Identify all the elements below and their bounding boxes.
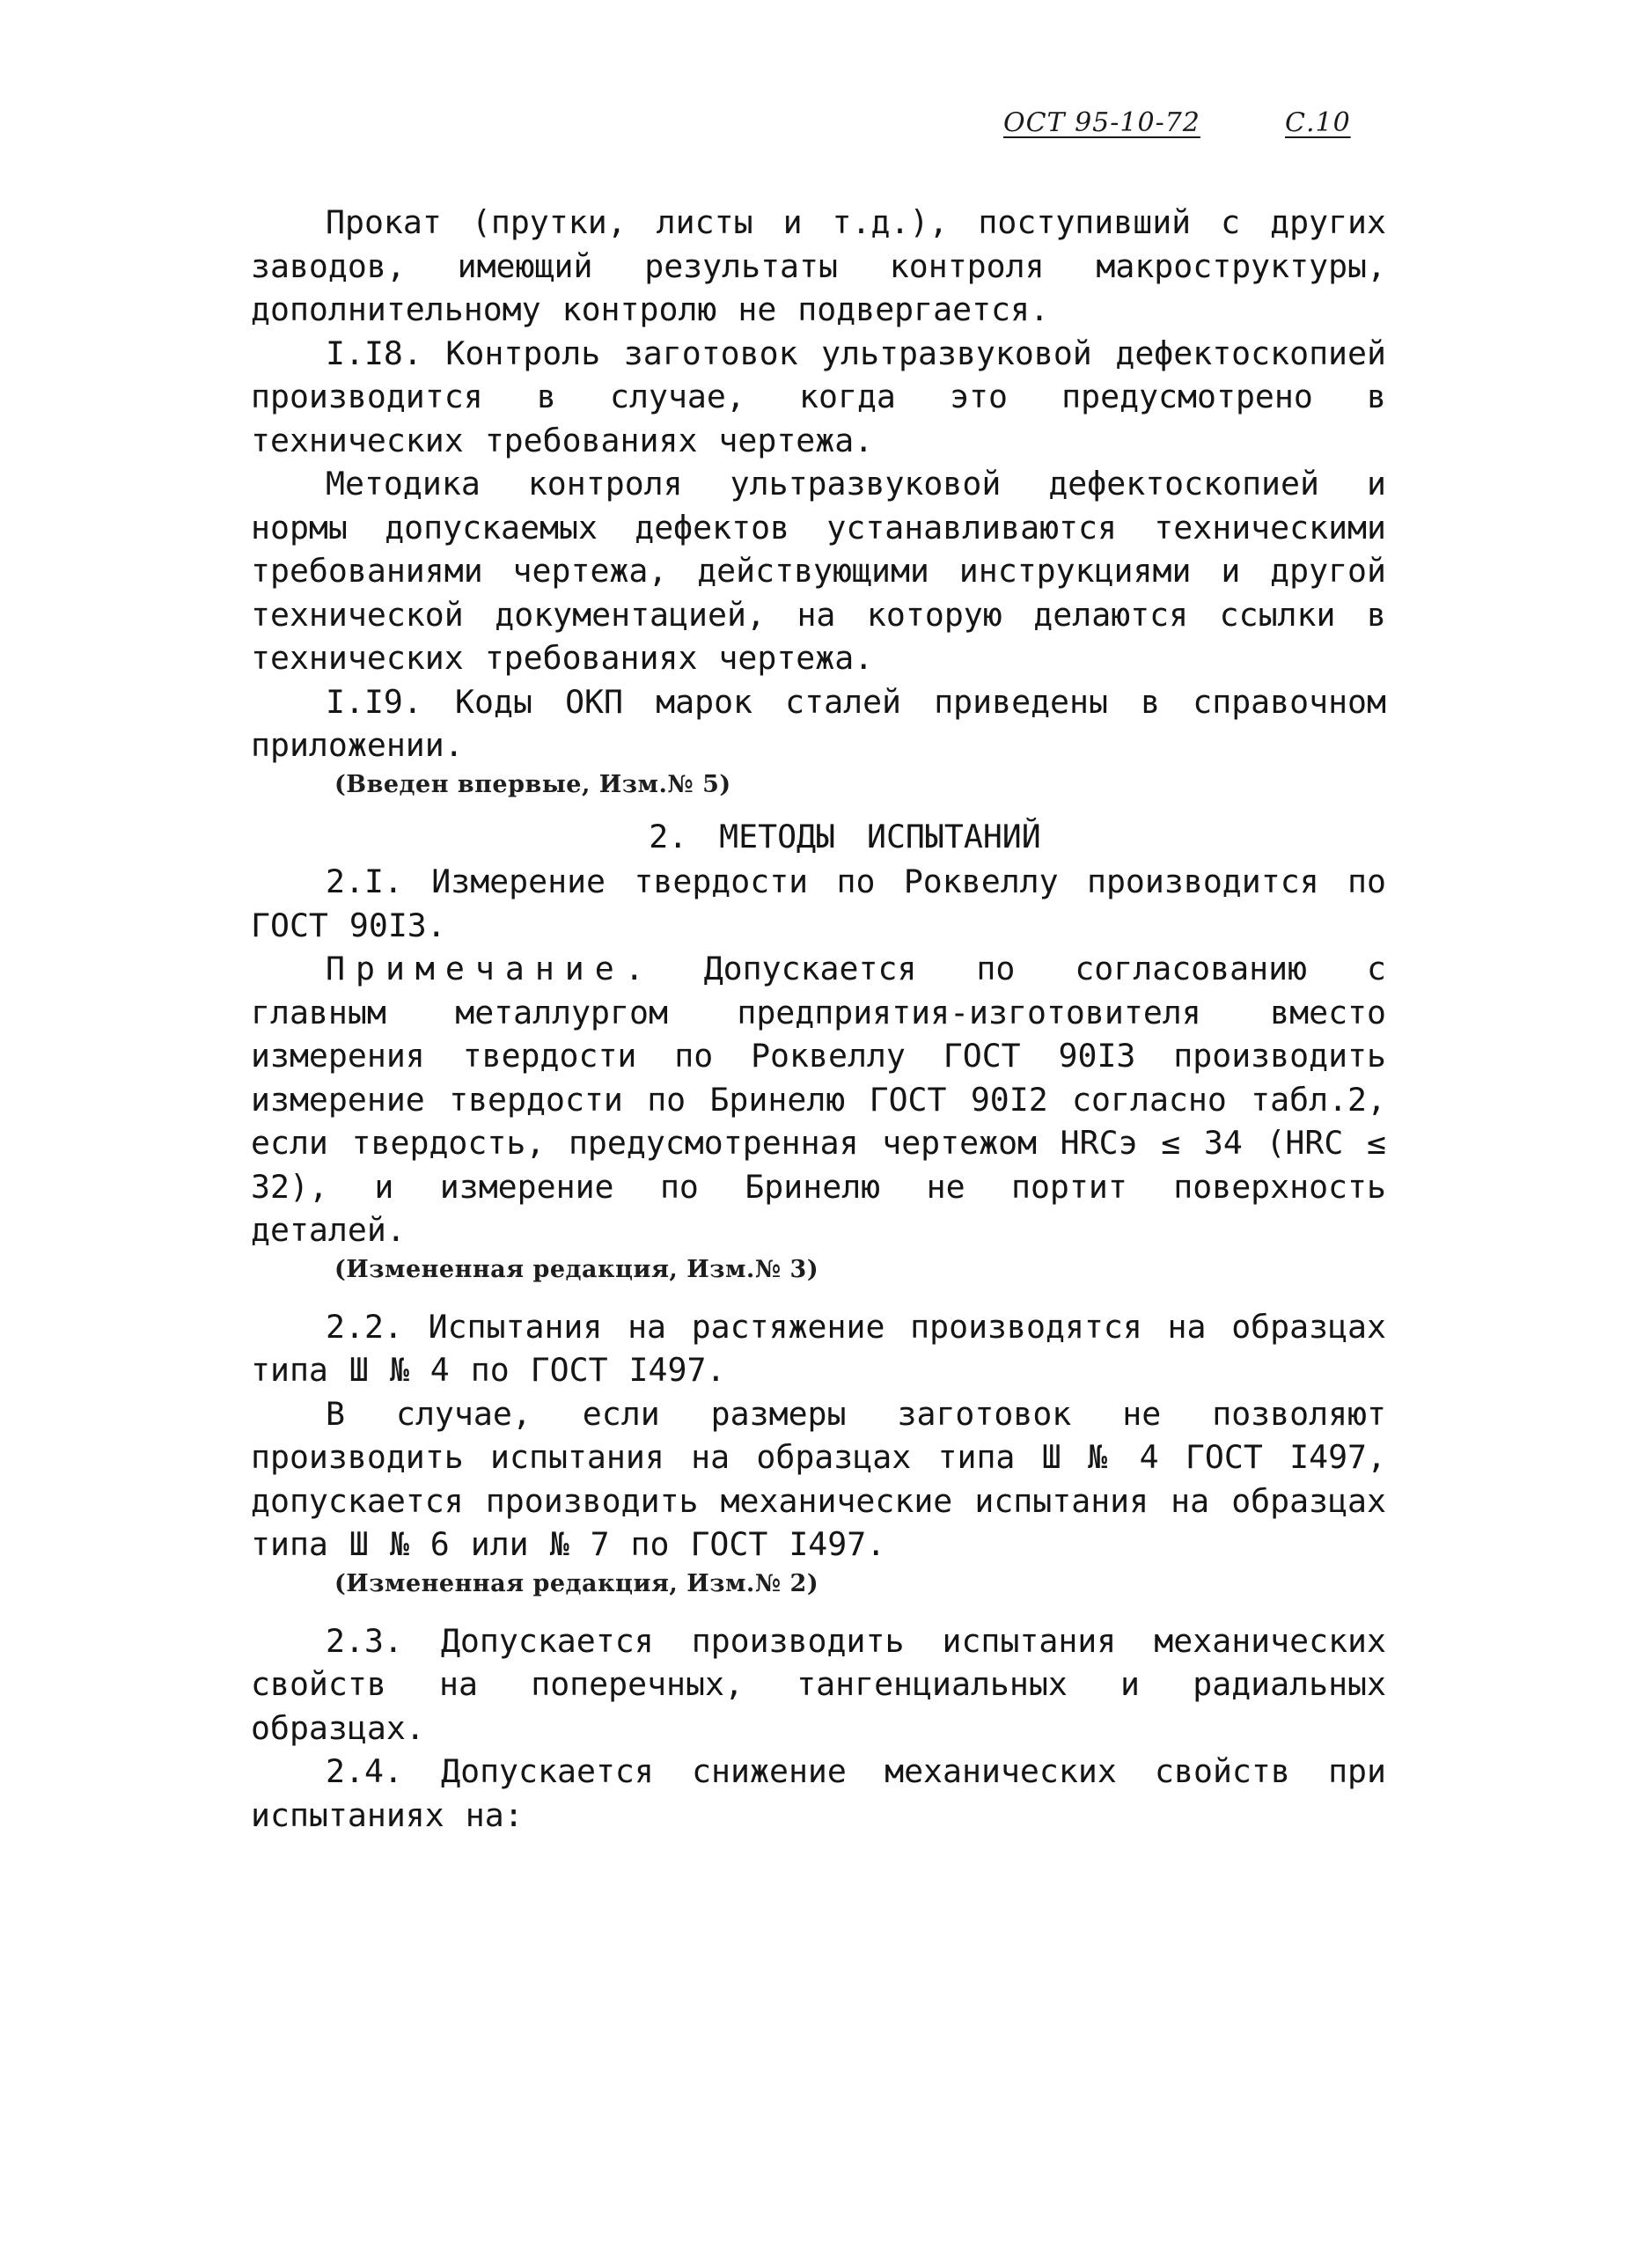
note-text: . Допускается по согласованию с главным металлургом предприятия-изготовителя вместо измерения твердости по Роквеллу ГОСТ 90I3 производить измерение твердости по Бринелю ГОСТ 90I2 согласно табл.2, если твердость, предусмотренная чертежом HRCэ ≤ 34 (HRC ≤ 32), и измерение по Бринелю не портит поверхность деталей. [251, 950, 1386, 1249]
paragraph-2-2: 2.2. Испытания на растяжение производятся на образцах типа Ш № 4 по ГОСТ I497. [251, 1307, 1386, 1389]
amendment-note-2: (Измененная редакция, Изм.№ 2) [334, 1569, 819, 1597]
document-body [251, 201, 1386, 1837]
page-number: С.10 [1285, 107, 1351, 138]
document-code: ОСТ 95-10-72 [1003, 107, 1200, 138]
amendment-note-3: (Измененная редакция, Изм.№ 3) [334, 1255, 819, 1283]
paragraph-2-2-b: В случае, если размеры заготовок не позволяют производить испытания на образцах типа Ш № 4 ГОСТ I497, допускается производить механические испытания на образцах типа Ш № 6 или № 7 по ГОСТ I497. [251, 1394, 1386, 1563]
paragraph-2-1: 2.I. Измерение твердости по Роквеллу производится по ГОСТ 90I3. [251, 862, 1386, 944]
paragraph-rolled-products: Прокат (прутки, листы и т.д.), поступивший с других заводов, имеющий результаты контроля макроструктуры, дополнительному контролю не подвергается. [251, 203, 1386, 328]
paragraph-1-18: I.I8. Контроль заготовок ультразвуковой дефектоскопией производится в случае, когда это предусмотрено в технических требованиях чертежа. [251, 334, 1386, 459]
paragraph-2-1-note [251, 947, 1386, 1252]
section-2-title: 2. МЕТОДЫ ИСПЫТАНИЙ [649, 817, 1041, 855]
paragraph-2-3: 2.3. Допускается производить испытания механических свойств на поперечных, тангенциальных и радиальных образцах. [251, 1621, 1386, 1747]
paragraph-1-19: I.I9. Коды ОКП марок сталей приведены в справочном приложении. [251, 682, 1386, 764]
paragraph-1-18-method: Методика контроля ультразвуковой дефектоскопией и нормы допускаемых дефектов устанавливаются техническими требованиями чертежа, действующими инструкциями и другой технической документацией, на которую делаются ссылки в технических требованиях чертежа. [251, 465, 1386, 677]
note-label: Примечание [326, 950, 625, 987]
amendment-note-5: (Введен впервые, Изм.№ 5) [334, 770, 731, 798]
paragraph-2-4: 2.4. Допускается снижение механических свойств при испытаниях на: [251, 1752, 1386, 1834]
